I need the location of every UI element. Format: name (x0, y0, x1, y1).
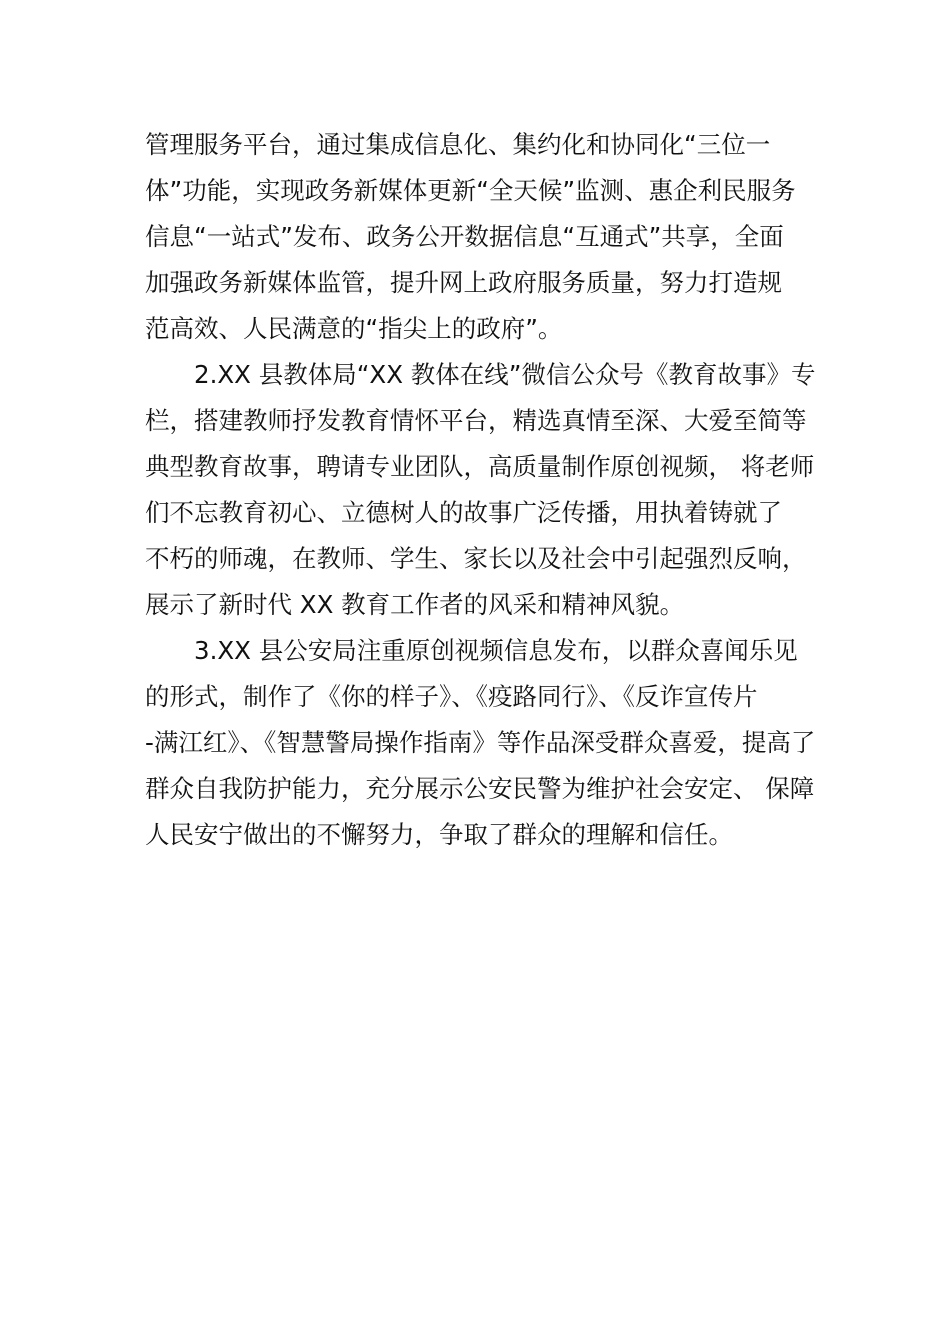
paragraph-2 (145, 352, 825, 628)
text-line: 2.XX 县教体局“XX 教体在线”微信公众号《教育故事》专 (194, 360, 816, 389)
text-line: 加强政务新媒体监管，提升网上政府服务质量，努力打造规 (145, 268, 782, 297)
text-line: 栏，搭建教师抒发教育情怀平台，精选真情至深、大爱至简等 (145, 406, 807, 435)
text-line: 3.XX 县公安局注重原创视频信息发布，以群众喜闻乐见 (194, 636, 798, 665)
paragraph-1 (145, 122, 825, 352)
text-line: 们不忘教育初心、立德树人的故事广泛传播，用执着铸就了 (145, 498, 782, 527)
text-line: 不朽的师魂，在教师、学生、家长以及社会中引起强烈反响， (145, 544, 807, 573)
document-body (145, 122, 825, 858)
paragraph-3 (145, 628, 825, 858)
text-line: 人民安宁做出的不懈努力，争取了群众的理解和信任。 (145, 820, 733, 849)
text-line: 典型教育故事，聘请专业团队，高质量制作原创视频， 将老师 (145, 452, 815, 481)
text-line: 信息“一站式”发布、政务公开数据信息“互通式”共享，全面 (145, 222, 784, 251)
text-line: -满江红》、《智慧警局操作指南》等作品深受群众喜爱，提高了 (145, 728, 816, 757)
text-line: 展示了新时代 XX 教育工作者的风采和精神风貌。 (145, 590, 685, 619)
text-line: 管理服务平台，通过集成信息化、集约化和协同化“三位一 (145, 130, 771, 159)
text-line: 群众自我防护能力，充分展示公安民警为维护社会安定、 保障 (145, 774, 815, 803)
text-line: 的形式，制作了《你的样子》、《疫路同行》、《反诈宣传片 (145, 682, 758, 711)
text-line: 体”功能，实现政务新媒体更新“全天候”监测、惠企利民服务 (145, 176, 796, 205)
text-line: 范高效、人民满意的“指尖上的政府”。 (145, 314, 563, 343)
